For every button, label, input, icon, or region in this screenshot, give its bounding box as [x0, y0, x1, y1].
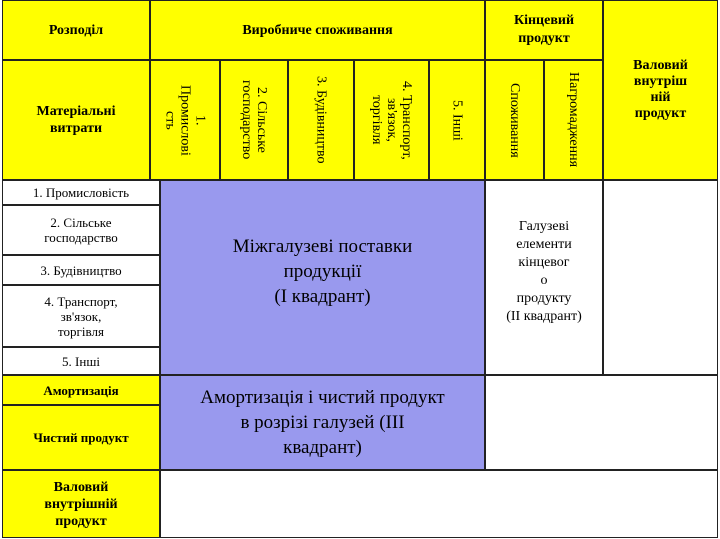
- header-production-consumption: [150, 0, 485, 60]
- quadrant-3-label: Амортизація і чистий продукт в розрізі галузей (III квадрант): [200, 387, 445, 458]
- quadrant-2: [485, 180, 603, 375]
- row-label-other: [2, 347, 160, 375]
- row-label-industry: [2, 180, 160, 205]
- material-costs-label: Матеріальні витрати: [36, 104, 116, 136]
- column-header-agriculture: [220, 60, 288, 180]
- amortization-cell: [2, 375, 160, 405]
- column-header-transport: [354, 60, 429, 180]
- row-label-other-text: 5. Інші: [62, 353, 100, 369]
- column-header-other: [429, 60, 485, 180]
- row-label-agriculture: [2, 205, 160, 255]
- header-gdp-label: Валовий внутріш ній продукт: [633, 58, 688, 121]
- header-final-product-label: Кінцевий продукт: [513, 13, 575, 46]
- row-label-construction-text: 3. Будівництво: [40, 262, 122, 278]
- gdp-row-label: Валовий внутрішній продукт: [44, 479, 118, 529]
- net-product-cell: [2, 405, 160, 470]
- column-header-transport-label: 4. Транспорт, зв'язок, торгівля: [369, 80, 414, 160]
- row-label-agriculture-text: 2. Сільське господарство: [44, 215, 118, 245]
- row-label-transport-text: 4. Транспорт, зв'язок, торгівля: [44, 293, 118, 339]
- header-final-product: [485, 0, 603, 60]
- column-header-consumption-label: Споживання: [507, 82, 522, 158]
- quadrant-3: [160, 375, 485, 470]
- empty-bottom-area: [160, 470, 718, 538]
- column-header-accumulation-label: Нагромадження: [566, 72, 581, 168]
- empty-quadrant-4-area: [485, 375, 718, 470]
- header-rozpodil-label: Розподіл: [48, 22, 104, 38]
- column-header-industry: [150, 60, 220, 180]
- row-label-construction: [2, 255, 160, 285]
- column-header-other-label: 5. Інші: [449, 99, 465, 141]
- quadrant-1: [160, 180, 485, 375]
- column-header-agriculture-label: 2. Сільське господарство: [239, 80, 269, 160]
- row-label-industry-text: 1. Промисловість: [32, 185, 130, 200]
- amortization-label: Амортизація: [43, 382, 119, 398]
- column-header-accumulation: [544, 60, 603, 180]
- gdp-column-empty-cell: [603, 180, 718, 375]
- net-product-label: Чистий продукт: [33, 430, 129, 445]
- quadrant-1-label: Міжгалузеві поставки продукції (I квадрант): [232, 236, 413, 307]
- material-costs-cell: [2, 60, 150, 180]
- gdp-row-cell: [2, 470, 160, 538]
- quadrant-2-label: Галузеві елементи кінцевог о продукту (II квадрант): [506, 218, 582, 324]
- column-header-consumption: [485, 60, 544, 180]
- row-label-transport: [2, 285, 160, 347]
- header-production-consumption-label: Виробниче споживання: [242, 22, 393, 38]
- column-header-construction: [288, 60, 354, 180]
- column-header-construction-label: 3. Будівництво: [313, 76, 329, 164]
- header-gdp: [603, 0, 718, 180]
- column-header-industry-label: 1. Промислові сть: [162, 84, 208, 156]
- header-rozpodil: [2, 0, 150, 60]
